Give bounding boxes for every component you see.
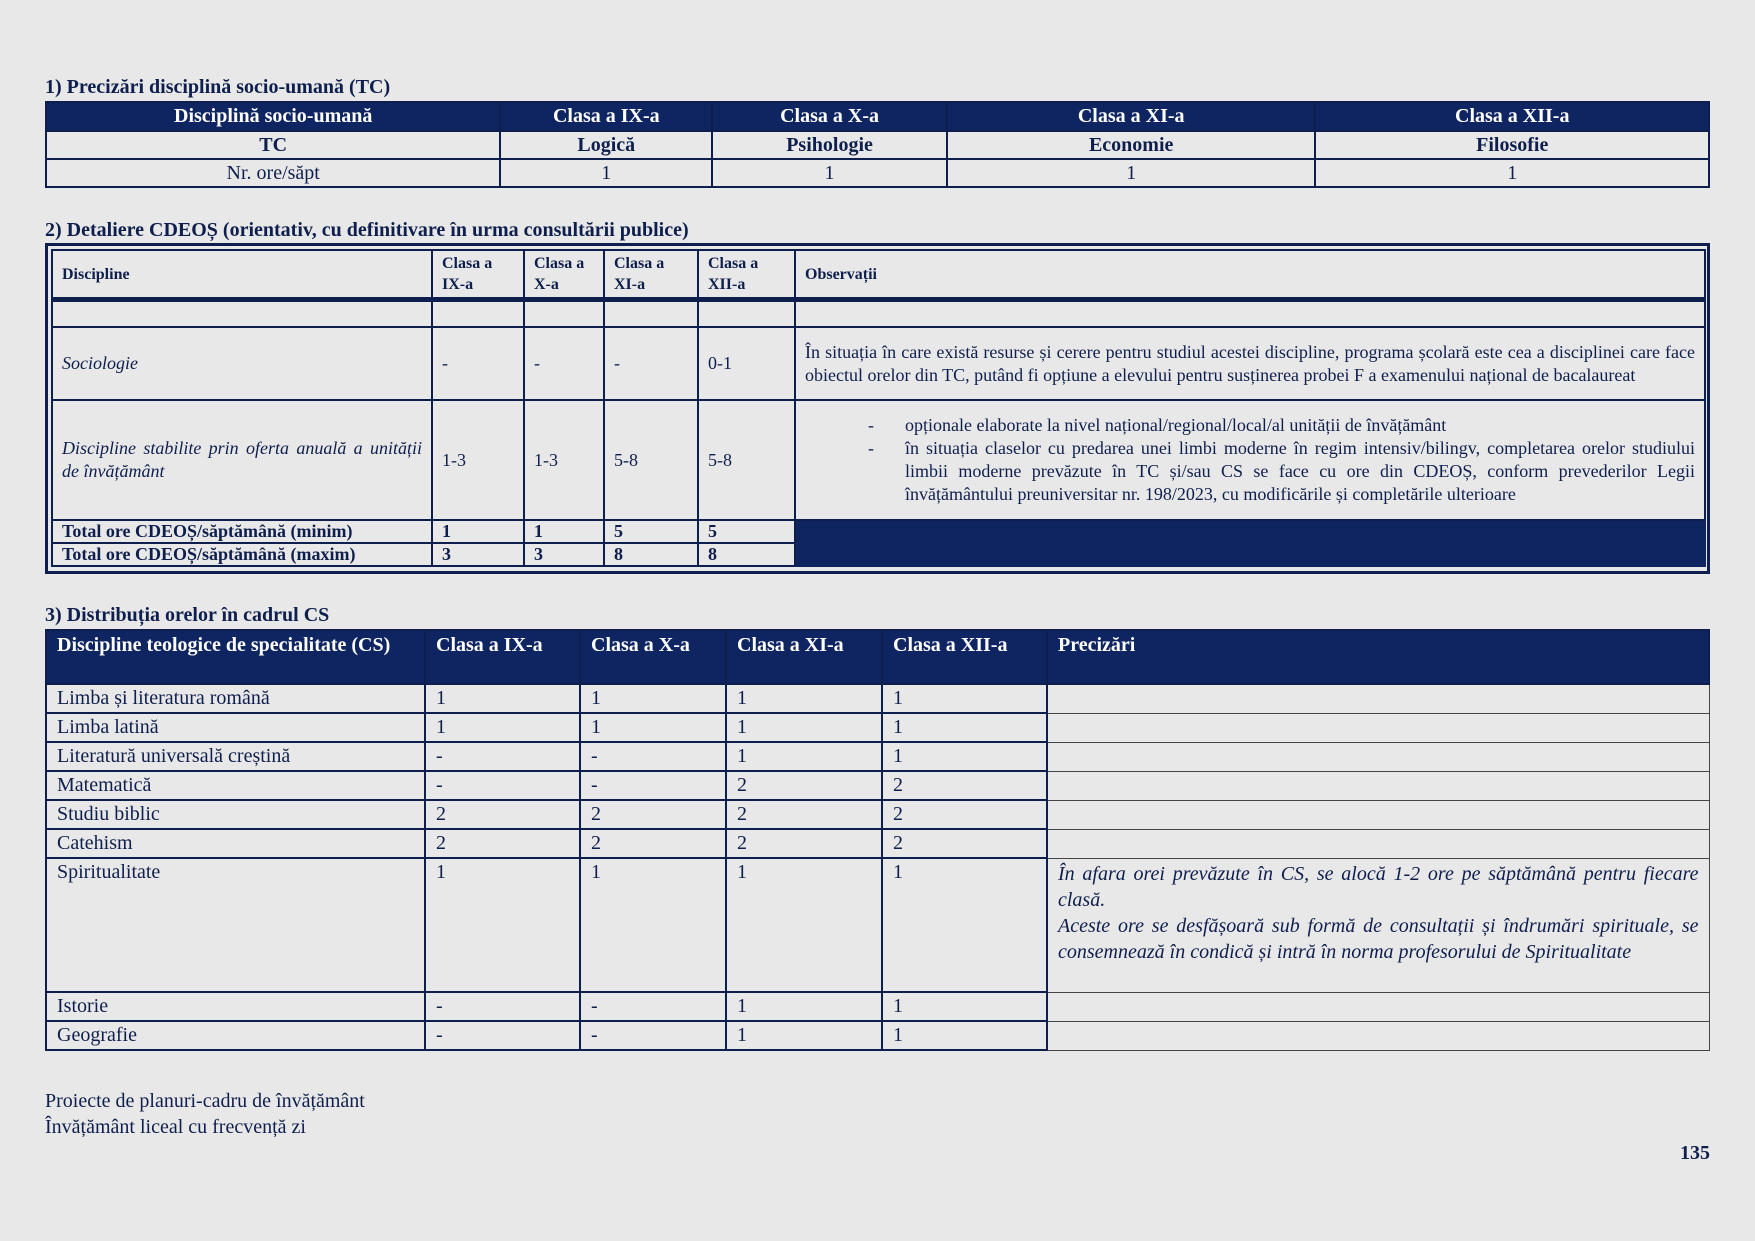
note-cell (1047, 800, 1709, 829)
list-item: - opționale elaborate la nivel național/regional/local/al unității de învățământ (905, 414, 1695, 437)
table-cell: 1 (726, 742, 882, 771)
note-paragraph: În afara orei prevăzute în CS, se alocă 1-2 ore pe săptămână pentru fiecare clasă. (1058, 862, 1699, 911)
table-cell: 2 (882, 829, 1047, 858)
table-cell: 3 (432, 543, 524, 566)
table-cell: 1 (947, 159, 1316, 187)
table-cell: 1 (726, 858, 882, 992)
discipline-name: Studiu biblic (46, 800, 425, 829)
table-cell: 1 (524, 520, 604, 543)
note-paragraph: Aceste ore se desfășoară sub formă de consultații și îndrumări spirituale, se consemnează în condică și intră în norma profesorului de Spiritualitate (1058, 914, 1699, 963)
footer-line: Învățământ liceal cu frecvență zi (45, 1116, 306, 1138)
header-cell: Clasa a IX-a (432, 250, 524, 300)
total-row-min (52, 520, 1705, 543)
table-header-row (52, 250, 1705, 300)
table-cell: 5 (698, 520, 795, 543)
header-cell: Clasa a X-a (524, 250, 604, 300)
table-cell: 1 (580, 713, 726, 742)
header-cell: Clasa a XII-a (698, 250, 795, 300)
table-cell: 3 (524, 543, 604, 566)
table-row (46, 829, 1709, 858)
table-cell: 1 (425, 858, 580, 992)
empty-row (52, 300, 1705, 328)
table-row (46, 159, 1709, 187)
table-cell: - (580, 992, 726, 1021)
table-row (46, 858, 1709, 992)
note-cell (1047, 829, 1709, 858)
section1-title: 1) Precizări disciplină socio-umană (TC) (45, 76, 391, 98)
header-cell: Clasa a IX-a (425, 630, 580, 684)
cdeos-table (51, 249, 1706, 567)
observation-list (805, 414, 1695, 506)
observation-cell: În situația în care există resurse și cerere pentru studiul acestei discipline, programa școlară este cea a disciplinei care face obiectul orelor din TC, putând fi opțiune a elevului pentru susținerea probei F a examenului național de bacalaureat (795, 327, 1705, 400)
table-cell: 1 (712, 159, 947, 187)
table-cell: 0-1 (698, 327, 795, 400)
cdeos-table-frame (45, 243, 1710, 574)
table-row (46, 992, 1709, 1021)
table-cell: Psihologie (712, 131, 947, 159)
header-cell: Clasa a XII-a (882, 630, 1047, 684)
table-cell: 1-3 (432, 400, 524, 520)
table-cell: 2 (726, 829, 882, 858)
table-cell: 1 (425, 684, 580, 713)
table-cell: - (425, 992, 580, 1021)
section2-title: 2) Detaliere CDEOȘ (orientativ, cu definitivare în urma consultării publice) (45, 219, 689, 241)
table-cell: Logică (500, 131, 712, 159)
table-cell: - (425, 771, 580, 800)
note-cell (1047, 684, 1709, 713)
discipline-name: Discipline stabilite prin oferta anuală a unității de învățământ (52, 400, 432, 520)
note-cell (1047, 742, 1709, 771)
table-cell: 1 (1315, 159, 1709, 187)
table-cell: 1 (882, 684, 1047, 713)
discipline-name: Matematică (46, 771, 425, 800)
page-number: 135 (1680, 1142, 1710, 1164)
table-cell: 2 (726, 800, 882, 829)
table-row (46, 131, 1709, 159)
section3-title: 3) Distribuția orelor în cadrul CS (45, 604, 330, 626)
table-row (52, 400, 1705, 520)
table-row (46, 1021, 1709, 1050)
table-cell: Filosofie (1315, 131, 1709, 159)
cs-distribution-table (45, 629, 1710, 1051)
socio-human-table (45, 101, 1710, 188)
table-cell: 1 (882, 742, 1047, 771)
note-cell (1047, 992, 1709, 1021)
table-row (46, 771, 1709, 800)
list-item: - în situația claselor cu predarea unei limbi moderne în regim intensiv/bilingv, completarea orelor studiului limbii moderne prevăzute în TC și/sau CS se face cu ore din CDEOȘ, conform prevederilor Legii învățământului preuniversitar nr. 198/2023, cu modificările și completările ulterioare (905, 437, 1695, 506)
table-cell: - (425, 1021, 580, 1050)
header-cell: Clasa a XII-a (1315, 102, 1709, 131)
discipline-name: Spiritualitate (46, 858, 425, 992)
observation-cell (795, 400, 1705, 520)
table-cell: 1-3 (524, 400, 604, 520)
discipline-name: Sociologie (52, 327, 432, 400)
table-row (52, 327, 1705, 400)
table-cell: 1 (726, 992, 882, 1021)
header-cell: Clasa a XI-a (604, 250, 698, 300)
total-label: Total ore CDEOȘ/săptămână (minim) (52, 520, 432, 543)
table-cell: 1 (425, 713, 580, 742)
discipline-name: Catehism (46, 829, 425, 858)
discipline-name: Limba latină (46, 713, 425, 742)
table-cell: 1 (580, 684, 726, 713)
header-cell: Discipline (52, 250, 432, 300)
header-cell: Clasa a X-a (580, 630, 726, 684)
header-cell: Observații (795, 250, 1705, 300)
header-cell: Clasa a IX-a (500, 102, 712, 131)
footer (45, 1088, 365, 1140)
table-cell: TC (46, 131, 500, 159)
table-cell: - (580, 742, 726, 771)
header-cell: Clasa a XI-a (947, 102, 1316, 131)
discipline-name: Limba și literatura română (46, 684, 425, 713)
table-cell: - (604, 327, 698, 400)
table-cell: 1 (882, 992, 1047, 1021)
note-cell (1047, 771, 1709, 800)
discipline-name: Geografie (46, 1021, 425, 1050)
note-cell (1047, 1021, 1709, 1050)
table-cell: 8 (698, 543, 795, 566)
table-cell: 1 (500, 159, 712, 187)
table-cell: 1 (726, 684, 882, 713)
table-cell: 5-8 (604, 400, 698, 520)
header-cell: Clasa a XI-a (726, 630, 882, 684)
table-cell: 5-8 (698, 400, 795, 520)
table-cell: 1 (580, 858, 726, 992)
table-cell: - (425, 742, 580, 771)
table-cell: 1 (882, 713, 1047, 742)
table-cell: - (432, 327, 524, 400)
table-cell: 1 (726, 1021, 882, 1050)
table-cell: - (580, 771, 726, 800)
table-cell: - (524, 327, 604, 400)
discipline-name: Literatură universală creștină (46, 742, 425, 771)
shaded-cell (795, 543, 1705, 566)
total-row-max (52, 543, 1705, 566)
header-cell: Clasa a X-a (712, 102, 947, 131)
table-cell: 2 (425, 829, 580, 858)
table-cell: 2 (882, 800, 1047, 829)
table-cell: 2 (726, 771, 882, 800)
discipline-name: Istorie (46, 992, 425, 1021)
table-cell: 5 (604, 520, 698, 543)
header-cell: Discipline teologice de specialitate (CS) (46, 630, 425, 684)
table-cell: 8 (604, 543, 698, 566)
table-cell: - (580, 1021, 726, 1050)
table-row (46, 800, 1709, 829)
table-row (46, 684, 1709, 713)
footer-line: Proiecte de planuri-cadru de învățământ (45, 1090, 365, 1112)
table-header-row (46, 630, 1709, 684)
table-header-row (46, 102, 1709, 131)
table-cell: Economie (947, 131, 1316, 159)
header-cell: Disciplină socio-umană (46, 102, 500, 131)
table-cell: 1 (882, 1021, 1047, 1050)
table-cell: 1 (882, 858, 1047, 992)
total-label: Total ore CDEOȘ/săptămână (maxim) (52, 543, 432, 566)
header-cell: Precizări (1047, 630, 1709, 684)
table-row (46, 742, 1709, 771)
table-cell: 2 (580, 800, 726, 829)
note-cell (1047, 713, 1709, 742)
table-cell: Nr. ore/săpt (46, 159, 500, 187)
table-row (46, 713, 1709, 742)
table-cell: 1 (432, 520, 524, 543)
note-cell (1047, 858, 1709, 992)
table-cell: 2 (580, 829, 726, 858)
table-cell: 2 (882, 771, 1047, 800)
shaded-cell (795, 520, 1705, 543)
table-cell: 2 (425, 800, 580, 829)
table-cell: 1 (726, 713, 882, 742)
